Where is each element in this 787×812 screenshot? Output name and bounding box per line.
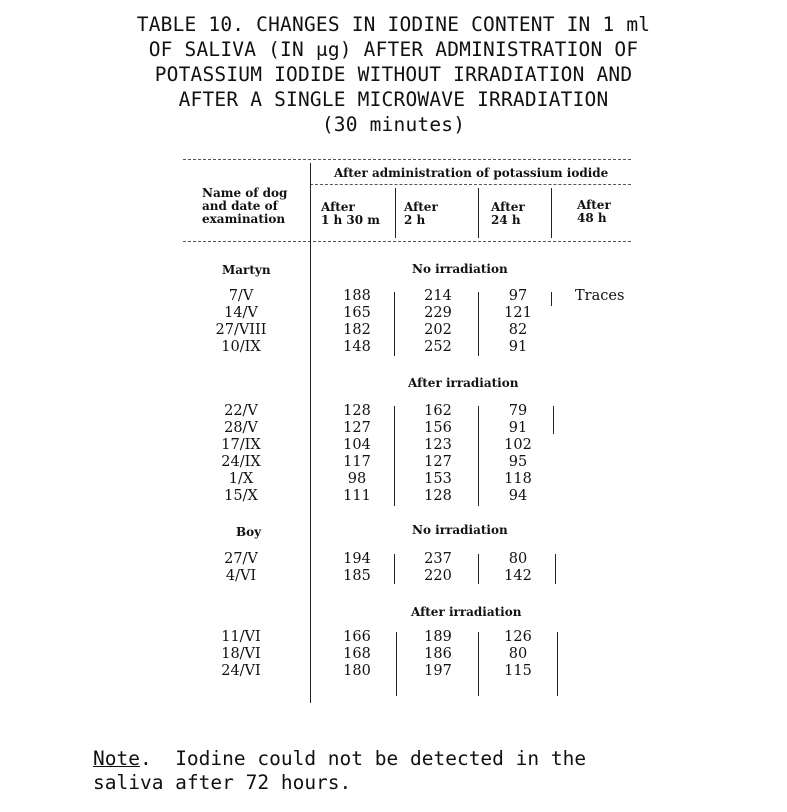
value-24h-column xyxy=(496,551,540,584)
title-line: AFTER A SINGLE MICROWAVE IRRADIATION xyxy=(178,88,609,111)
date-cell: 28/V xyxy=(224,420,258,436)
value-2h-column xyxy=(416,403,460,504)
body-col-divider xyxy=(553,406,554,434)
value-48h-column xyxy=(575,403,631,420)
value-24h-cell: 102 xyxy=(504,437,532,453)
value-48h-cell xyxy=(575,420,631,437)
value-24h-cell: 95 xyxy=(508,454,528,470)
value-48h-cell xyxy=(575,663,631,680)
table-top-rule xyxy=(183,159,631,160)
date-cell: 15/X xyxy=(224,488,258,504)
date-cell: 1/X xyxy=(228,471,254,487)
value-1h30m-cell: 180 xyxy=(343,663,371,679)
body-col-divider xyxy=(557,632,558,696)
value-2h-column xyxy=(416,629,460,679)
date-cell: 18/VI xyxy=(221,646,261,662)
table-note xyxy=(93,747,733,795)
value-48h-cell xyxy=(575,454,631,471)
value-1h30m-cell: 188 xyxy=(343,288,371,304)
col-header-48h: After 48 h xyxy=(577,198,611,225)
date-cell: 22/V xyxy=(224,403,258,419)
value-48h-cell xyxy=(575,305,631,322)
title-line: (30 minutes) xyxy=(321,113,466,136)
value-48h-cell xyxy=(575,403,631,420)
value-1h30m-column xyxy=(335,629,379,679)
date-cell: 24/VI xyxy=(221,663,261,679)
value-24h-cell: 82 xyxy=(508,322,528,338)
value-24h-cell: 80 xyxy=(508,646,528,662)
date-cell: 17/IX xyxy=(221,437,261,453)
body-col-divider xyxy=(478,292,479,356)
value-24h-cell: 118 xyxy=(504,471,532,487)
value-2h-cell: 202 xyxy=(424,322,452,338)
value-2h-column xyxy=(416,551,460,584)
value-1h30m-column xyxy=(335,288,379,355)
header-col-divider xyxy=(478,188,479,238)
value-1h30m-cell: 194 xyxy=(343,551,371,567)
date-cell: 27/V xyxy=(224,551,258,567)
row-label-header: Name of dog and date of examination xyxy=(202,186,288,226)
dog-name: Martyn xyxy=(222,263,271,277)
header-col-divider xyxy=(395,188,396,238)
value-1h30m-cell: 111 xyxy=(343,488,371,504)
value-1h30m-cell: 117 xyxy=(343,454,371,470)
group-header-rule xyxy=(310,184,631,185)
value-24h-cell: 79 xyxy=(508,403,528,419)
value-48h-cell xyxy=(575,551,631,568)
value-24h-column xyxy=(496,288,540,355)
value-1h30m-cell: 182 xyxy=(343,322,371,338)
section-label: After irradiation xyxy=(411,605,522,619)
body-col-divider xyxy=(394,406,395,506)
value-1h30m-cell: 98 xyxy=(347,471,367,487)
value-24h-cell: 142 xyxy=(504,568,532,584)
col-header-1h30m: After 1 h 30 m xyxy=(321,200,381,227)
date-column xyxy=(211,403,271,504)
value-2h-cell: 189 xyxy=(424,629,452,645)
table-title xyxy=(0,12,787,137)
value-2h-cell: 252 xyxy=(424,339,452,355)
value-24h-cell: 91 xyxy=(508,420,528,436)
value-24h-cell: 94 xyxy=(508,488,528,504)
value-48h-cell xyxy=(575,322,631,339)
value-1h30m-cell: 128 xyxy=(343,403,371,419)
value-24h-cell: 115 xyxy=(504,663,532,679)
date-column xyxy=(211,551,271,584)
value-2h-cell: 229 xyxy=(424,305,452,321)
value-24h-cell: 91 xyxy=(508,339,528,355)
value-2h-cell: 162 xyxy=(424,403,452,419)
body-col-divider xyxy=(555,554,556,584)
date-column xyxy=(211,288,271,355)
col-header-24h: After 24 h xyxy=(491,200,525,227)
value-2h-cell: 186 xyxy=(424,646,452,662)
value-2h-cell: 237 xyxy=(424,551,452,567)
body-col-divider xyxy=(394,554,395,584)
body-col-divider xyxy=(551,292,552,306)
value-2h-cell: 123 xyxy=(424,437,452,453)
date-cell: 14/V xyxy=(224,305,258,321)
value-24h-cell: 121 xyxy=(504,305,532,321)
value-24h-cell: 97 xyxy=(508,288,528,304)
value-48h-column xyxy=(575,551,631,568)
value-48h-column xyxy=(575,288,631,305)
section-label: No irradiation xyxy=(412,262,508,276)
value-2h-cell: 127 xyxy=(424,454,452,470)
value-1h30m-cell: 104 xyxy=(343,437,371,453)
body-col-divider xyxy=(396,632,397,696)
value-2h-cell: 214 xyxy=(424,288,452,304)
date-cell: 24/IX xyxy=(221,454,261,470)
stub-divider xyxy=(310,163,311,703)
value-1h30m-cell: 148 xyxy=(343,339,371,355)
date-cell: 11/VI xyxy=(221,629,261,645)
value-48h-cell xyxy=(575,339,631,356)
value-48h-cell xyxy=(575,437,631,454)
body-col-divider xyxy=(394,292,395,356)
value-1h30m-column xyxy=(335,403,379,504)
value-2h-column xyxy=(416,288,460,355)
date-cell: 27/VIII xyxy=(215,322,267,338)
value-1h30m-cell: 185 xyxy=(343,568,371,584)
title-line: POTASSIUM IODIDE WITHOUT IRRADIATION AND xyxy=(154,63,633,86)
value-1h30m-cell: 127 xyxy=(343,420,371,436)
body-col-divider xyxy=(478,554,479,584)
date-cell: 10/IX xyxy=(221,339,261,355)
value-48h-cell xyxy=(575,646,631,663)
header-col-divider xyxy=(551,188,552,238)
date-cell: 4/VI xyxy=(225,568,257,584)
value-24h-column xyxy=(496,403,540,504)
section-label: After irradiation xyxy=(408,376,519,390)
value-48h-cell xyxy=(575,471,631,488)
value-48h-column xyxy=(575,629,631,646)
iodine-table xyxy=(183,158,631,703)
value-24h-cell: 126 xyxy=(504,629,532,645)
value-2h-cell: 153 xyxy=(424,471,452,487)
value-24h-cell: 80 xyxy=(508,551,528,567)
note-label: Note xyxy=(93,747,140,770)
note-text: . Iodine could not be detected in the xyxy=(139,747,587,770)
value-1h30m-cell: 165 xyxy=(343,305,371,321)
date-column xyxy=(211,629,271,679)
group-header: After administration of potassium iodide xyxy=(334,166,609,180)
value-2h-cell: 128 xyxy=(424,488,452,504)
value-2h-cell: 197 xyxy=(424,663,452,679)
value-1h30m-column xyxy=(335,551,379,584)
body-col-divider xyxy=(478,632,479,696)
value-1h30m-cell: 166 xyxy=(343,629,371,645)
value-1h30m-cell: 168 xyxy=(343,646,371,662)
value-2h-cell: 220 xyxy=(424,568,452,584)
title-line: TABLE 10. CHANGES IN IODINE CONTENT IN 1 ml xyxy=(136,13,651,36)
note-text: saliva after 72 hours. xyxy=(93,771,352,794)
value-24h-column xyxy=(496,629,540,679)
value-48h-cell xyxy=(575,629,631,646)
section-label: No irradiation xyxy=(412,523,508,537)
value-48h-cell: Traces xyxy=(575,288,625,304)
body-col-divider xyxy=(478,406,479,506)
header-bottom-rule xyxy=(183,241,631,242)
value-48h-cell xyxy=(575,568,631,585)
date-cell: 7/V xyxy=(228,288,254,304)
value-48h-cell xyxy=(575,488,631,505)
col-header-2h: After 2 h xyxy=(404,200,438,227)
value-2h-cell: 156 xyxy=(424,420,452,436)
title-line: OF SALIVA (IN μg) AFTER ADMINISTRATION OF xyxy=(148,38,639,61)
dog-name: Boy xyxy=(236,525,262,539)
